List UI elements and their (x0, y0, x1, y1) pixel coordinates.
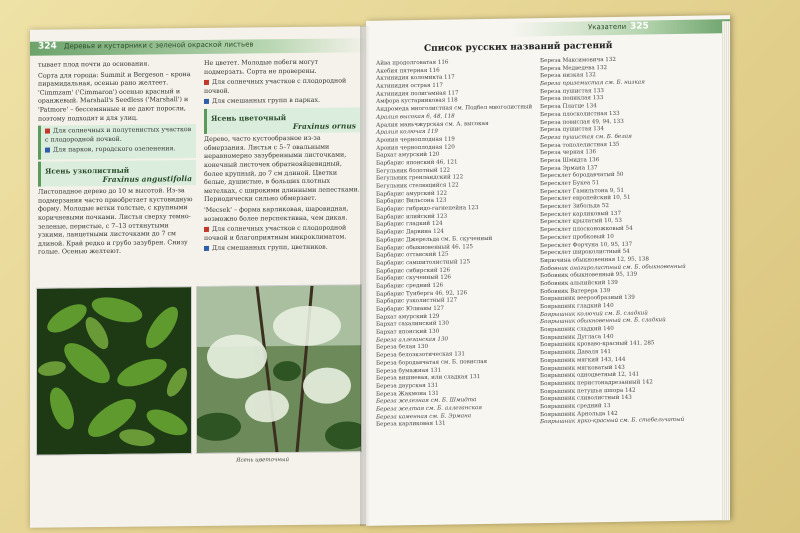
variety-text: 'Mecsek' – форма карликовая, шаровидная, возможно более перспективна, чем дикая. (204, 205, 349, 223)
index-entry: Боярышник одноцветный 12, 141 (540, 371, 640, 380)
index-entry: Береза железная см. Б. Шмидта (376, 397, 477, 405)
book-gutter (360, 26, 374, 526)
index-entry: Береза белая 130 (376, 344, 429, 352)
index-entry: Береза низкая 132 (540, 72, 596, 80)
index-entry: Боярышник кроваво-красный 141, 285 (540, 340, 655, 349)
index-entry: Арония черноплодная 119 (376, 136, 455, 144)
index-entry: Бобовник анагиролистный см. Б. обыкновенный (540, 263, 686, 272)
index-entry: Береза вишневая, или сладкая 131 (376, 374, 481, 382)
index-entry: Береза пушистая см. Б. белая (540, 133, 632, 142)
index-entry: Бересклет крылатый 10, 53 (540, 218, 622, 226)
ash-leaves-photo (36, 286, 192, 456)
index-column-2 (540, 55, 720, 427)
right-page (366, 15, 730, 526)
text-block: Сорта для города: Summit и Bergeson – крона пирамидальная, осенью рано желтеет. 'Cimmzam' ('Cimmaron') осенью красный и оранжевый. Marshall's Seedless ('Marshall') и 'Patmore' – бессемянные и не дают поросли, поэтому подходят и для улиц. (38, 70, 191, 123)
index-entry: Бересклет бородавчатый 50 (540, 172, 624, 180)
index-entry: Арония черноплодная 120 (376, 144, 455, 152)
index-entry: Боярышник петушья шпора 142 (540, 387, 636, 395)
index-entry: Береза Максимовича 132 (540, 56, 616, 65)
index-entry: Боярышник веерообразный 139 (540, 294, 635, 303)
index-entry: Боярышник гладкий 140 (540, 302, 614, 311)
index-entry: Боярышник обыкновенный см. Б. сладкий (540, 317, 666, 326)
tip-text: Для смешанных групп в парках. (212, 97, 321, 106)
index-entry: Береза черная 136 (540, 149, 597, 157)
text-block: Не цветет. Молодые побеги могут подмерзать. Сорта не проверены. (204, 58, 319, 76)
species-heading-box (204, 107, 360, 134)
index-entry: Береза пушистая 133 (540, 87, 604, 95)
tip-item (45, 145, 192, 155)
tip-item (204, 97, 360, 107)
species-name: Ясень цветочный (211, 113, 287, 123)
blue-square-icon (204, 99, 209, 104)
index-entry: Боярышник Арнольда 142 (540, 410, 618, 418)
species-latin: Fraxinus angustifolia (102, 173, 192, 184)
index-entry: Барбарис Джерельда см. Б. скученный (376, 235, 493, 244)
index-entry: Андромеда многолистная см. Подбел многолистный (376, 104, 533, 113)
index-entry: Береза белоэкзотическая 131 (376, 351, 465, 359)
index-entry: Барбарис амурский 122 (376, 190, 448, 198)
index-entry: Барбарис узколистный 127 (376, 297, 458, 306)
index-entry: Барбарис гибридо-гагнепейна 123 (376, 205, 479, 213)
photo-caption: Ясень цветочный (236, 457, 290, 464)
tip-item (204, 224, 360, 243)
index-entry: Боярышник сливолистный 143 (540, 394, 632, 403)
tip-box (38, 124, 196, 159)
index-entry: Бересклет Зибольда 52 (540, 203, 609, 211)
index-column-1 (376, 58, 546, 430)
index-entry: Аралия маньчжурская см. А. высокая (376, 120, 489, 129)
index-entry: Барбарис обыкновенный 46, 125 (376, 243, 473, 252)
index-entry: Барбарис гладкий 124 (376, 221, 443, 229)
left-header-text: Деревья и кустарники с зеленой окраской листьев (64, 40, 254, 51)
left-column-2 (204, 58, 360, 256)
index-entry: Боярышник Дугласа 140 (540, 333, 614, 341)
tip-text: Для солнечных участков с плодородной почвой. (204, 77, 347, 95)
index-entry: Барбарис Тунберга 46, 92, 126 (376, 289, 468, 298)
index-entry: Боярышник перистонадрезанный 142 (540, 379, 653, 388)
right-header-band (366, 19, 730, 39)
index-entry: Барбарис Дарвина 124 (376, 228, 444, 236)
tip-text: Для солнечных участков с плодородной почвой и благоприятным микроклиматом. (204, 224, 347, 242)
red-square-icon (45, 129, 50, 134)
index-entry: Береза тополелистная 135 (540, 141, 620, 149)
left-column-1 (38, 60, 196, 260)
index-entry: Бобовник Ватерера 139 (540, 287, 611, 295)
species-latin: Fraxinus ornus (292, 120, 356, 131)
index-entry: Бархат японский 130 (376, 328, 440, 336)
index-entry: Бирючина обыкновенная 12, 95, 138 (540, 256, 649, 265)
index-entry: Береза пушистая 134 (540, 126, 604, 134)
index-entry: Айва продолговатая 116 (376, 59, 449, 67)
index-entry: Береза повислая 49, 94, 133 (540, 118, 624, 126)
index-entry: Барбарис Вильсона 123 (376, 197, 447, 206)
index-entry: Береза Медведева 132 (540, 64, 608, 72)
blue-square-icon (204, 246, 209, 251)
index-entry: Береза каменная см. Б. Эрмана (376, 412, 472, 421)
index-entry: Актинидия коломикта 117 (376, 74, 455, 83)
index-entry: Бегульник стелющийся 122 (376, 182, 459, 190)
right-page-number: 325 (630, 21, 649, 32)
index-entry: Береза аллеганская 130 (376, 336, 449, 344)
index-entry: Барбарис скученный 126 (376, 274, 451, 282)
index-entry: Береза пониклая 133 (540, 95, 604, 103)
index-entry: Береза карликовая 131 (376, 420, 446, 429)
index-entry: Бересклет карликовый 137 (540, 210, 622, 218)
index-entry: Бересклет Букеа 51 (540, 180, 600, 188)
index-entry: Барбарис японский 46, 121 (376, 159, 458, 167)
tip-item (204, 244, 360, 254)
index-entry: Бересклет европейский 10, 51 (540, 195, 631, 203)
index-entry: Береза бумажная 131 (376, 367, 442, 375)
index-entry: Боярышник мягковатый 143 (540, 364, 625, 372)
index-entry: Береза желтая см. Б. аллеганская (376, 404, 482, 413)
species-heading-box (38, 160, 196, 187)
index-entry: Бобовник обыкновенный 95, 139 (540, 271, 638, 280)
index-entry: Бархат амурский 120 (376, 151, 440, 159)
index-entry: Бересклет Форчуна 10, 95, 137 (540, 241, 633, 249)
index-entry: Боярышник мягкий 143, 144 (540, 356, 626, 364)
index-entry: Береза Шмидта 136 (540, 157, 600, 165)
tip-text: Для смешанных групп, цветников. (212, 243, 328, 253)
text-block: тывает плод почти до основания. (38, 60, 150, 69)
index-entry: Барбарис сибирский 126 (376, 267, 451, 275)
index-entry: Бегульник гренландский 122 (376, 174, 464, 183)
red-square-icon (204, 227, 209, 232)
index-entry: Аралия высокая 6, 48, 118 (376, 113, 455, 121)
index-entry: Амфора кустарниковая 118 (376, 97, 458, 106)
index-entry: Береза даурская 131 (376, 382, 439, 390)
index-entry: Бересклет широколистный 54 (540, 248, 630, 257)
index-entry: Бобовник альпийский 139 (540, 279, 618, 288)
index-entry: Актинидия острая 117 (376, 82, 443, 90)
open-book (30, 18, 730, 528)
index-entry: Боярышник сладкий 140 (540, 326, 614, 334)
index-entry: Актинидия полигамная 117 (376, 90, 459, 98)
index-entry: Береза плосколистная 133 (540, 110, 620, 118)
index-entry: Аралия колючая 119 (376, 128, 438, 136)
index-title: Список русских названий растений (424, 40, 613, 54)
index-entry: Береза бородавчатая см. Б. повислая (376, 358, 488, 367)
index-entry: Бархат сахалинский 130 (376, 320, 449, 329)
index-entry: Барбарис самшитолистный 125 (376, 259, 471, 267)
index-entry: Боярышник колючий см. Б. сладкий (540, 310, 648, 318)
index-entry: Акебия пятерная 116 (376, 67, 440, 75)
index-entry: Бегульник болотный 122 (376, 167, 451, 175)
index-entry: Боярышник ярко-красный см. Б. стебельчатый (540, 417, 685, 426)
species-name: Ясень узколистный (45, 165, 130, 176)
red-square-icon (204, 80, 209, 85)
index-entry: Боярышник средний 13 (540, 402, 611, 411)
index-entry: Береза приземистая см. Б. низкая (540, 79, 645, 88)
index-entry: Бересклет пробковый 10 (540, 233, 614, 241)
index-entry: Барбарис оттавский 125 (376, 251, 449, 259)
left-page (30, 26, 368, 528)
index-entry: Бархат амурский 129 (376, 313, 440, 321)
left-page-number: 324 (38, 41, 57, 52)
species-description: Дерево, часто кустообразное из-за обмерзания. Листья с 5–7 овальными неравномерно зазубренными листочками, конечный листочек обратнояйцевидный, более крупный, до 7 см длиной. Цветки белые, душистые, в больших плотных метелках, с широкими длинными лепестками. Периодически сильно обмерзает. (204, 134, 360, 204)
index-entry: Барбарис Юлианы 127 (376, 305, 444, 313)
tip-item (204, 78, 360, 97)
index-entry: Береза Эрмана 137 (540, 164, 598, 172)
species-description: Листопадное дерево до 10 м высотой. Из-за подмерзания часто приобретает кустовидную форму. Молодые ветки толстые, с крупными коричневыми почками. Листья сверху темно-зеленые, перистые, с 7–13 оттянутыми узкими, ланцетными листочками до 7 см длиной. Край редко и грубо зазубрен. Снизу голые. Осенью желтеют. (38, 187, 193, 256)
page-stack-edge (722, 21, 730, 521)
flowering-ash-photo (196, 284, 362, 454)
index-entry: Барбарис илийский 123 (376, 213, 448, 221)
index-entry: Боярышник Даваля 141 (540, 349, 611, 357)
tip-text: Для солнечных и полутенистых участков с плодородной почвой. (45, 126, 192, 144)
right-header-text: Указатели (588, 22, 627, 32)
tip-text: Для парков, городского озеленения. (53, 145, 176, 154)
index-entry: Береза Жакмона 131 (376, 390, 439, 398)
index-entry: Барбарис средний 126 (376, 282, 444, 290)
index-entry: Бересклет Гамильтона 9, 51 (540, 187, 624, 195)
blue-square-icon (45, 148, 50, 153)
index-entry: Береза Платце 134 (540, 103, 597, 111)
index-entry: Бересклет плосконожковый 54 (540, 225, 633, 234)
tip-item (45, 126, 192, 145)
